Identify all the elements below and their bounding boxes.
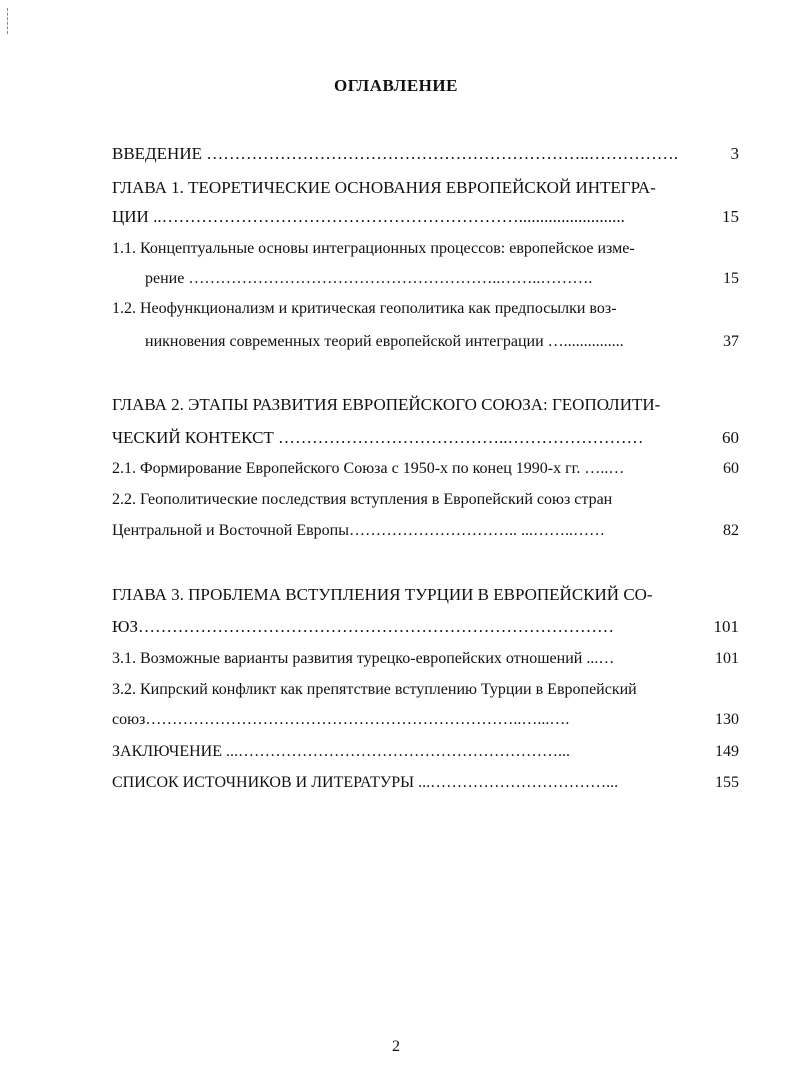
toc-entry-chapter-1-cont <box>112 206 625 228</box>
toc-entry-text: союз……………………………………………………………..…...…. <box>112 711 570 728</box>
toc-entry-section-2-1 <box>112 458 624 480</box>
toc-page-conclusion: 149 <box>715 743 739 760</box>
toc-entry-text: 3.1. Возможные варианты развития турецко-европейских отношений ...… <box>112 650 615 667</box>
toc-page-section-2-1: 60 <box>723 460 739 477</box>
toc-entry-text: ЦИИ ..………………………………………………………......................... <box>112 207 625 226</box>
toc-entry-section-2-2: 2.2. Геополитические последствия вступления в Европейский союз стран <box>112 491 613 508</box>
toc-page-section-1-1: 15 <box>723 270 739 287</box>
toc-entry-text: 2.1. Формирование Европейского Союза с 1950-х по конец 1990-х гг. …..… <box>112 460 625 477</box>
toc-entry-text: ЗАКЛЮЧЕНИЕ ...……………………………………………………... <box>112 743 570 760</box>
toc-entry-section-1-2-cont <box>145 331 624 353</box>
toc-entry-text: СПИСОК ИСТОЧНИКОВ И ЛИТЕРАТУРЫ ...……………………………... <box>112 774 619 791</box>
toc-entry-section-3-1 <box>112 648 614 670</box>
toc-page-chapter-3: 101 <box>713 617 739 636</box>
toc-entry-intro <box>112 143 678 165</box>
toc-entry-text: никновения современных теорий европейской интеграции …............... <box>145 333 624 350</box>
toc-page-chapter-1: 15 <box>722 207 739 226</box>
toc-page-section-2-2: 82 <box>723 522 739 539</box>
toc-entry-section-3-2-cont <box>112 709 569 731</box>
toc-entry-chapter-2: ГЛАВА 2. ЭТАПЫ РАЗВИТИЯ ЕВРОПЕЙСКОГО СОЮЗА: ГЕОПОЛИТИ- <box>112 395 661 414</box>
toc-entry-text: ЧЕСКИЙ КОНТЕКСТ …………………………………..…………………… <box>112 428 644 447</box>
toc-entry-conclusion <box>112 741 570 763</box>
toc-entry-text: ЮЗ………………………………………………………………………… <box>112 617 614 636</box>
toc-page-section-3-2: 130 <box>715 711 739 728</box>
toc-entry-chapter-3-cont <box>112 616 614 638</box>
toc-entry-chapter-3: ГЛАВА 3. ПРОБЛЕМА ВСТУПЛЕНИЯ ТУРЦИИ В ЕВРОПЕЙСКИЙ СО- <box>112 585 653 604</box>
toc-entry-section-1-2: 1.2. Неофункционализм и критическая геополитика как предпосылки воз- <box>112 300 617 317</box>
page-number: 2 <box>392 1038 400 1055</box>
toc-page-intro: 3 <box>730 144 739 163</box>
toc-entry-text: Центральной и Восточной Европы………………………….. ...……..…… <box>112 522 605 539</box>
toc-entry-section-3-2: 3.2. Кипрский конфликт как препятствие вступлению Турции в Европейский <box>112 681 637 698</box>
toc-entry-section-2-2-cont <box>112 520 605 542</box>
toc-entry-section-1-1: 1.1. Концептуальные основы интеграционных процессов: европейское изме- <box>112 240 635 257</box>
toc-title: ОГЛАВЛЕНИЕ <box>334 76 458 95</box>
toc-entry-chapter-1: ГЛАВА 1. ТЕОРЕТИЧЕСКИЕ ОСНОВАНИЯ ЕВРОПЕЙСКОЙ ИНТЕГРА- <box>112 178 656 197</box>
toc-page-section-1-2: 37 <box>723 333 739 350</box>
toc-entry-text: рение …………………………………………………..……..………. <box>145 270 593 287</box>
toc-entry-sources <box>112 772 618 794</box>
scan-mark <box>7 8 9 34</box>
toc-page-chapter-2: 60 <box>722 428 739 447</box>
toc-page-sources: 155 <box>715 774 739 791</box>
toc-entry-text: ВВЕДЕНИЕ …………………………………………………………..……………. <box>112 144 678 163</box>
toc-page-section-3-1: 101 <box>715 650 739 667</box>
toc-entry-chapter-2-cont <box>112 427 644 449</box>
toc-entry-section-1-1-cont <box>145 268 592 290</box>
